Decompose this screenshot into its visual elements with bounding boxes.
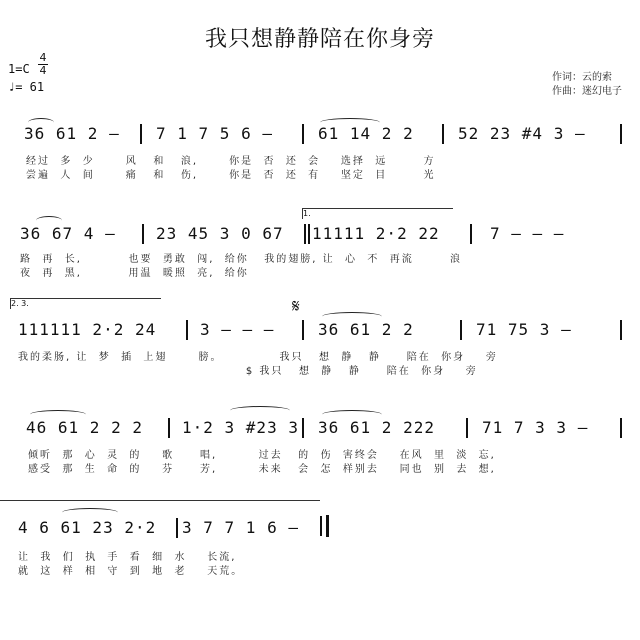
time-signature-top: 4 — [39, 51, 47, 64]
bar: 3 – – – — [200, 320, 275, 339]
bar: 7 – – – — [490, 224, 565, 243]
bar: 52 23 #4 3 – — [458, 124, 586, 143]
time-signature — [38, 52, 48, 77]
lyrics-verse-1: 让 我 们 执 手 看 细 水 长流, — [18, 552, 237, 563]
bar: 7 1 7 5 6 – — [156, 124, 273, 143]
bar: 3 7 7 1 6 – — [182, 518, 299, 537]
bar: 36 67 4 – — [20, 224, 116, 243]
lyrics-verse-2: 尝遍 人 间 痛 和 伤, 你是 否 还 有 坚定 目 光 — [26, 170, 436, 181]
bar: 36 61 2 – — [24, 124, 120, 143]
bar: 11111 2·2 22 — [312, 224, 440, 243]
bar: 46 61 2 2 2 — [26, 418, 143, 437]
time-signature-bottom: 4 — [39, 64, 47, 77]
lyrics-verse-1: 经过 多 少 风 和 浪, 你是 否 还 会 选择 远 方 — [26, 156, 436, 167]
tempo-marking: ♩= 61 — [8, 80, 45, 94]
bar: 111111 2·2 24 — [18, 320, 157, 339]
lyricist-credit: 作词：云的索 — [552, 72, 612, 83]
bar: 1·2 3 #23 3 — [182, 418, 299, 437]
composer-credit: 作曲：迷幻电子 — [552, 86, 622, 97]
bar: 36 61 2 222 — [318, 418, 435, 437]
lyrics-verse-2: $ 我只 想 静 静 陪在 你身 旁 — [18, 366, 478, 377]
lyrics-verse-2: 夜 再 黑, 用温 暖照 亮, 给你 — [20, 268, 249, 279]
lyrics-verse-2: 感受 那 生 命 的 芬 芳, 未来 会 怎 样别去 同也 别 去 想, — [28, 464, 496, 475]
bar: 36 61 2 2 — [318, 320, 414, 339]
lyrics-verse-1: 路 再 长, 也要 勇敢 闯, 给你 我的翅膀, 让 心 不 再流 浪 — [20, 254, 462, 265]
volta-2-3: 2. 3. — [10, 298, 161, 309]
segno-icon: 𝄋 — [292, 296, 300, 317]
lyrics-verse-1: 我的柔肠, 让 梦 插 上翅 膀。 我只 想 静 静 陪在 你身 旁 — [18, 352, 498, 363]
final-barline — [326, 515, 329, 537]
lyrics-verse-2: 就 这 样 相 守 到 地 老 天荒。 — [18, 566, 244, 577]
lyrics-verse-1: 倾听 那 心 灵 的 歌 唱, 过去 的 伤 害终会 在风 里 淡 忘, — [28, 450, 496, 461]
divider — [0, 500, 320, 501]
bar: 23 45 3 0 67 — [156, 224, 284, 243]
bar: 71 75 3 – — [476, 320, 572, 339]
bar: 71 7 3 3 – — [482, 418, 589, 437]
key-signature: 1=C — [8, 62, 30, 76]
bar: 4 6 61 23 2·2 — [18, 518, 157, 537]
song-title: 我只想静静陪在你身旁 — [204, 27, 435, 52]
volta-1: 1. — [302, 208, 453, 219]
bar: 61 14 2 2 — [318, 124, 414, 143]
